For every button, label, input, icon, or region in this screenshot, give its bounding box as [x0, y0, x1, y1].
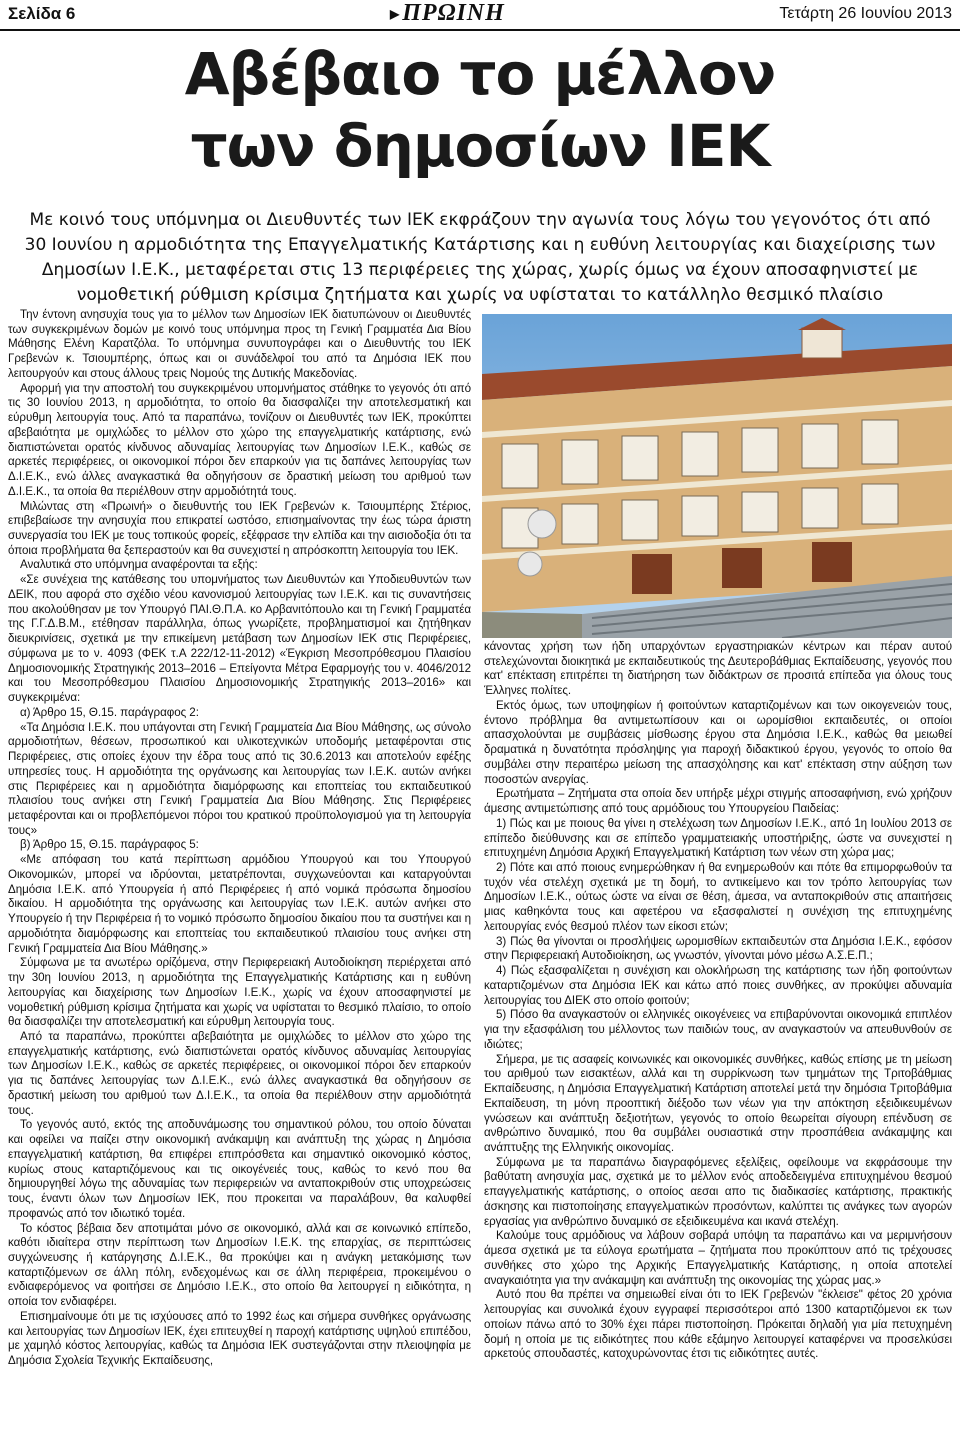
newspaper-logo [390, 0, 505, 27]
paragraph: 1) Πώς και με ποιους θα γίνει η στελέχωση των Δημοσίων Ι.Ε.Κ., από 1η Ιουλίου 2013 σε επίπεδο διεύθυνσης και σε επίπεδο γραμματειακής υποστήριξης, ώστε να συνεχιστεί η επιτυχημένη Δημόσια Αρχική Επαγγελματική Κατάρτιση των νέων στη χώρα μας; [484, 816, 952, 860]
paragraph: Εκτός όμως, των υποψηφίων ή φοιτούντων καταρτιζομένων και των οικογενειών τους, έντονο πρόβλημα θα αντιμετωπίσουν και οι ωρομίσθιοι εκπαιδευτές, οι οποίοι απασχολούνται με συμβάσεις μίσθωσης έργου στα Δημόσια Ι.Ε.Κ., καθώς θα μειωθεί δραματικά η δυνατότητα πρόσληψης για παροχή διδακτικού έργου, γεγονός το οποίο θα συμβάλει στην περαιτέρω μείωση της απασχόλησης και κατ' επέκταση στην αύξηση των ποσοστών ανεργίας. [484, 698, 952, 786]
header-divider [0, 29, 960, 31]
building-illustration [482, 314, 952, 638]
paragraph: Το γεγονός αυτό, εκτός της αποδυνάμωσης του σημαντικού ρόλου, του οποίο δύναται και οφείλει να παίζει στην οικονομική ανάκαμψη και ανάπτυξη της χώρας η Δημόσια επαγγελματική κατάρτιση, θα επιφέρει επιπρόσθετα και σημαντικό οικονομικό κόστος, κυρίως στους καταρτιζόμενους και τις οικογένειές τους, καθώς το κενό που θα δημιουργηθεί λόγω της αδυναμίας των περιφερειών να ανταποκριθούν στις υποχρεώσεις τους, έναντι όλων των Δημοσίων ΙΕΚ, που προκειται να παραλάβουν, θα καλυφθεί προφανώς από τον ιδιωτικό τομέα. [8, 1118, 471, 1220]
paragraph: Την έντονη ανησυχία τους για το μέλλον των Δημοσίων ΙΕΚ διατυπώνουν οι Διευθυντές των συγκεκριμένων δομών με κοινό τους υπόμνημα προς τη Γενική Γραμματέα Δια Βίου Μάθησης Ελένη Καρατζόλα. Το υπόμνημα συνυπογράφει και ο Διευθυντής του ΙΕΚ Γρεβενών κ. Τσιουμπέρης, όπως και οι συνάδελφοί του από τα Δημόσια ΙΕΚ που λειτουργούν και στους άλλους τρεις Νομούς της Δυτικής Μακεδονίας. [8, 308, 471, 380]
headline-line-1: Αβέβαιο το μέλλον [184, 40, 776, 108]
paragraph: Μιλώντας στη «Πρωινή» ο διευθυντής του ΙΕΚ Γρεβενών κ. Τσιουμπέρης Στέριος, επιβεβαίωσε την ανησυχία που επικρατεί ωστόσο, επισημαίνοντας την έως τώρα άριστη συνεργασία του ΙΕΚ με τους τοπικούς φορείς, εξέφρασε την ελπίδα και την αισιοδοξία ότι τα όποια προβλήματα θα ξεπεραστούν και θα συνεχιστεί η απρόσκοπτη λειτουργία του ΙΕΚ. [8, 499, 471, 557]
paragraph: β) Άρθρο 15, Θ.15. παράγραφος 5: [20, 838, 199, 852]
paragraph: Σήμερα, με τις ασαφείς κοινωνικές και οικονομικές συνθήκες, καθώς επίσης με τη μείωση του αριθμού των εισακτέων, αλλά και τη συρρίκνωση των τμημάτων της Τριτοβάθμιας Εκπαίδευσης, η Δημόσια Επαγγελματική Κατάρτιση αποτελεί μετά την δημόσια Τριτοβάθμια Εκπαίδευση, τη μόνη προοπτική διέξοδο των νέων για την απόκτηση εξειδικευμένων γνώσεων και ανάπτυξη δεξιοτήτων, γεγονός το οποίο θεωρείται σίγουρη επένδυση σε ανθρώπινο δυναμικό, που θα συμβάλει ουσιαστικά στην προσπάθεια ανάκαμψης και ανάπτυξης της Ελληνικής οικονομίας. [484, 1052, 952, 1154]
paragraph: 2) Πότε και από ποιους ενημερώθηκαν ή θα ενημερωθούν και πότε θα επιμορφωθούν τα τυχόν νέα στελέχη σχετικά με τη δομή, το αντικείμενο και τον τρόπο λειτουργίας των Δημοσίων Ι.Ε.Κ., ούτως ώστε να είναι σε θέση, άμεσα, να ανταποκριθούν στις απαιτήσεις μιας καθηκόντα τους και αφετέρου να εξασφαλιστεί η συνέχιση της επιτυχημένης λειτουργίας ενός θεσμού πλέον των είκοσι ετών; [484, 861, 952, 933]
headline-line-2: των δημοσίων ΙΕΚ [190, 112, 770, 180]
paragraph: α) Άρθρο 15, Θ.15. παράγραφος 2: [20, 705, 199, 719]
paragraph: κάνοντας χρήση των ήδη υπαρχόντων εργαστηριακών κέντρων και πέραν αυτού στελεχώνονται διοικητικά με εκπαιδευτικούς της Δευτεροβάθμιας Εκπαίδευσης, γεγονός που κατ' επέκταση επιτρέπει τη διατήρηση των διδάκτρων σε προσιτά επίπεδα για όλους τους Έλληνες πολίτες. [484, 640, 952, 698]
article-column-right [484, 640, 952, 1442]
paragraph: Αφορμή για την αποστολή του συγκεκριμένου υπομνήματος στάθηκε το γεγονός ότι από τις 30 Ιουνίου 2013, η αρμοδιότητα, το οποίο θα διασφαλίζει την αποτελεσματική και εύρυθμη λειτουργία τους. Από τα παραπάνω, τονίζουν οι Διευθυντές των ΙΕΚ, προκύπτει αβεβαιότητα με ομιχλώδες το μέλλον στο χώρο της επαγγελματικής κατάρτισης, ενώ διαπιστώνεται ορατός κίνδυνος αδυναμίας λειτουργίας των Δημοσίων Ι.Ε.Κ., καθώς σε αρκετές περιφέρειες, οι οικονομικοί πόροι δεν επαρκούν για τις δαπάνες λειτουργίας των Δ.Ι.Ε.Κ., ενώ άλλες αναγκαστικά θα οδηγήσουν σε δραστική μείωση του αριθμού των Δ.Ι.Ε.Κ., τα οποία θα περιέλθουν στην αρμοδιότητά τους. [8, 381, 471, 498]
paragraph: 4) Πώς εξασφαλίζεται η συνέχιση και ολοκλήρωση της κατάρτισης των ήδη φοιτούντων καταρτιζομένων στα Δημόσια ΙΕΚ και κάτω από ποιες συνθήκες, αν προκύψει αδυναμία λειτουργίας του ΔΙΕΚ στο οποίο φοιτούν; [484, 964, 952, 1007]
paragraph: Αυτό που θα πρέπει να σημειωθεί είναι ότι το ΙΕΚ Γρεβενών "έκλεισε" φέτος 20 χρόνια λειτουργίας και συνολικά έχουν εγγραφεί περισσότεροι από 1300 καταρτιζόμενοι εκ των οποίων πάνω από το 30% έχει πάρει πιστοποίηση. Πρόκειται δηλαδή για μία πετυχημένη δομή η οποία με τις ειδικότητες που κάθε εξάμηνο λειτουργεί καταφέρνει να προσελκύσει αρκετούς σπουδαστές, κατοχυρώνοντας έτσι τις ειδικότητες αυτές. [484, 1288, 952, 1361]
page-header [0, 0, 960, 30]
paragraph: Ερωτήματα – Ζητήματα στα οποία δεν υπήρξε μέχρι στιγμής αποσαφήνιση, ενώ χρήζουν άμεσης αντιμετώπισης από τους αρμόδιους του Υπουργείου Παιδείας: [484, 787, 952, 816]
paragraph: «Με απόφαση του κατά περίπτωση αρμόδιου Υπουργού και του Υπουργού Οικονομικών, μπορεί να ιδρύονται, μετατρέπονται, συγχωνεύονται και καταργούνται Δημόσια Ι.Ε.Κ. από Υπουργεία ή από Περιφέρειες ή από νομικά πρόσωπα δημοσίου δικαίου. Η αρμοδιότητα της οργάνωσης και λειτουργίας των Ι.Ε.Κ. αυτών ανήκει στο Υπουργείο ή την Περιφέρεια ή το νομικό πρόσωπο δημοσίου δικαίου που τα συστήνει και η αρμοδιότητα διαμόρφωσης και εποπτείας του εκπαιδευτικού πλαισίου τους ανήκει στη Γενική Γραμματεία Δια Βίου Μάθησης.» [8, 853, 471, 955]
paragraph: 5) Πόσο θα αναγκαστούν οι ελληνικές οικογένειες να επιβαρύνονται οικονομικά επιπλέον για την εξασφάλιση του μέλλοντος των παιδιών τους, αν αναγκαστούν να απευθυνθούν σε ιδιώτες; [484, 1008, 952, 1051]
triangle-arrow-icon: ▶ [390, 6, 401, 21]
paragraph: Επισημαίνουμε ότι με τις ισχύουσες από το 1992 έως και σήμερα συνθήκες οργάνωσης και λειτουργίας των Δημοσίων ΙΕΚ, έχει επιτευχθεί η παροχή κατάρτισης υψηλού επιπέδου, με χαμηλό κόστος λειτουργίας, καθώς τα Δημόσια ΙΕΚ συστεγάζονται στην πλειοψηφία με Δημόσια Σχολεία Τεχνικής Εκπαίδευσης, [8, 1309, 471, 1368]
paragraph: Αναλυτικά στο υπόμνημα αναφέρονται τα εξής: [20, 558, 258, 572]
paragraph: 3) Πώς θα γίνονται οι προσλήψεις ωρομισθίων εκπαιδευτών στα Δημόσια Ι.Ε.Κ., εφόσον στην Περιφερειακή Αυτοδιοίκηση, ως γνωστόν, γίνονται μόνο μέσω Α.Σ.Ε.Π.; [484, 934, 952, 963]
school-building-photo [482, 314, 952, 638]
article-subtitle: Με κοινό τους υπόμνημα οι Διευθυντές των ΙΕΚ εκφράζουν την αγωνία τους λόγω του γεγονότος ότι από 30 Ιουνίου η αρμοδιότητα της Επαγγελματικής Κατάρτισης και η ευθύνη λειτουργίας και διαχείρισης των Δημοσίων Ι.Ε.Κ., μεταφέρεται στις 13 περιφέρειες της χώρας, χωρίς όμως να έχουν αποσαφηνιστεί με νομοθετική ρύθμιση κρίσιμα ζητήματα και χωρίς να υφίσταται το κατάλληλο θεσμικό πλαίσιο [24, 210, 936, 305]
issue-date: Τετάρτη 26 Ιουνίου 2013 [779, 5, 952, 22]
paragraph: Από τα παραπάνω, προκύπτει αβεβαιότητα με ομιχλώδες το μέλλον στο χώρο της επαγγελματικής κατάρτισης, ενώ διαπιστώνεται ορατός κίνδυνος αδυναμίας λειτουργίας των Δημοσίων Ι.Ε.Κ., καθώς σε αρκετές περιφέρειες, οι οικονομικοί πόροι δεν επαρκούν για τις δαπάνες λειτουργίας των Δ.Ι.Ε.Κ., ενώ άλλες αναγκαστικά θα οδηγήσουν σε δραστική μείωση του αριθμού των Δ.Ι.Ε.Κ., τα οποία θα περιέλθουν στην αρμοδιότητά τους. [8, 1029, 471, 1117]
paragraph: Το κόστος βέβαια δεν αποτιμάται μόνο σε οικονομικό, αλλά και σε κοινωνικό επίπεδο, καθότι ιδιαίτερα στην περίπτωση των Δημοσίων Ι.Ε.Κ. της επαρχίας, σε περιπτώσεις συγχώνευσης ή κατάργησης Δ.Ι.Ε.Κ., θα προκύψει και η ανάγκη μετακόμισης των καταρτιζόμενων σε άλλη πόλη, ενδεχομένως και σε άλλη περιφέρεια, προκειμένου ο ενδιαφερόμενος να φοιτήσει σε Δημόσιο Ι.Ε.Κ., στο οποίο θα λειτουργεί η ειδικότητα, η οποία τον ενδιαφέρει. [8, 1221, 471, 1309]
article-column-left [8, 308, 471, 1442]
logo-text: ΠΡΩΙΝΗ [402, 0, 505, 26]
paragraph: Σύμφωνα με τα παραπάνω διαγραφόμενες εξελίξεις, οφείλουμε να εκφράσουμε την βαθύτατη ανησυχία μας, σχετικά με το μέλλον ενός αποδεδειγμένα επιτυχημένου θεσμού επαγγελματικής κατάρτισης, ο οποίος αεσαι απο τις διαδικασίες κατάρτισης, πρακτικής άσκησης και πιστοποίησης επαγγελματικών προσόντων, καλύπτει τις ανάγκες των αγορών εργασίας για ανθρώπινο δυναμικό σε εξειδικευμένα και ικανά στελέχη. [484, 1155, 952, 1228]
paragraph: Σύμφωνα με τα ανωτέρω ορίζόμενα, στην Περιφερειακή Αυτοδιοίκηση περιέρχεται από την 30η Ιουνίου 2013, η αρμοδιότητα της Επαγγελματικής Κατάρτισης και η ευθύνη λειτουργίας και διαχείρισης των Δημοσίων Ι.Ε.Κ., χωρίς να έχουν αποσαφηνιστεί με νομοθετική ρύθμιση κρίσιμα ζητήματα και χωρίς να υφίσταται το θεσμικό πλαίσιο, το οποίο θα διασφαλίζει την αποτελεσματική και εύρυθμη λειτουργία τους. [8, 956, 471, 1029]
article-headline [0, 38, 960, 182]
paragraph: Καλούμε τους αρμόδιους να λάβουν σοβαρά υπόψη τα παραπάνω και να μεριμνήσουν άμεσα σχετικά με τα εύλογα ερωτήματα – ζητήματα που προκύπτουν από τις τρέχουσες συνθήκες στο χώρο της Αρχικής Επαγγελματικής Κατάρτισης, η οποία αποτελεί αναγκαιότητα για την ανάκαμψη και ανάπτυξη της οικονομίας της χώρας μας.» [484, 1229, 952, 1287]
paragraph: «Σε συνέχεια της κατάθεσης του υπομνήματος των Διευθυντών και Υποδιευθυντών των ΔΕΙΚ, που αφορά στο σχέδιο νέου κανονισμού λειτουργίας των Ι.Ε.Κ. και τις συναντήσεις που ακολούθησαν με τον Υπουργό ΠΑΙ.Θ.Π.Α. κο Αρβανιτόπουλο και τη Γενική Γραμματέα της Γ.Γ.Δ.Β.Μ., ετέθησαν παράλληλα, όπως γνωρίζετε, προβληματισμοί και ζητήθηκαν διευκρινίσεις, σχετικά με την επικείμενη μετάβαση των Δημοσίων ΙΕΚ στις Περιφέρειες, σύμφωνα με το ν. 4093 (ΦΕΚ τ.Α 222/12-11-2012) «Έγκριση Μεσοπρόθεσμου Πλαισίου Δημοσιονομικής Στρατηγικής 2013–2016 – Επείγοντα Μέτρα Εφαρμογής του ν. 4046/2012 και του Μεσοπρόθεσμου Πλαισίου Δημοσιονομικής Στρατηγικής 2013–2016» και συγκεκριμένα: [8, 573, 471, 705]
paragraph: «Τα Δημόσια Ι.Ε.Κ. που υπάγονται στη Γενική Γραμματεία Δια Βίου Μάθησης, ως σύνολο αρμοδιοτήτων, θέσεων, προσωπικού και υλικοτεχνικών υποδομής μεταφέρονται στις Περιφέρειες, στις οποίες έχουν την έδρα τους από τις 30.6.2013 και αποτελούν εφέξης υπηρεσίες τους. Η αρμοδιότητα της οργάνωσης και λειτουργίας των Ι.Ε.Κ. αυτών ανήκει στις Περιφέρειες και η αρμοδιότητα διαμόρφωσης και εποπτείας του εκπαιδευτικού πλαισίου τους ανήκει στη Γενική Γραμματεία Δια Βίου Μάθησης. Στις Περιφέρειες μεταφέρονται και οι προβλεπόμενοι πόροι του κρατικού προϋπολογισμού για τη λειτουργία τους» [8, 720, 471, 837]
page-number: Σελίδα 6 [8, 4, 76, 23]
